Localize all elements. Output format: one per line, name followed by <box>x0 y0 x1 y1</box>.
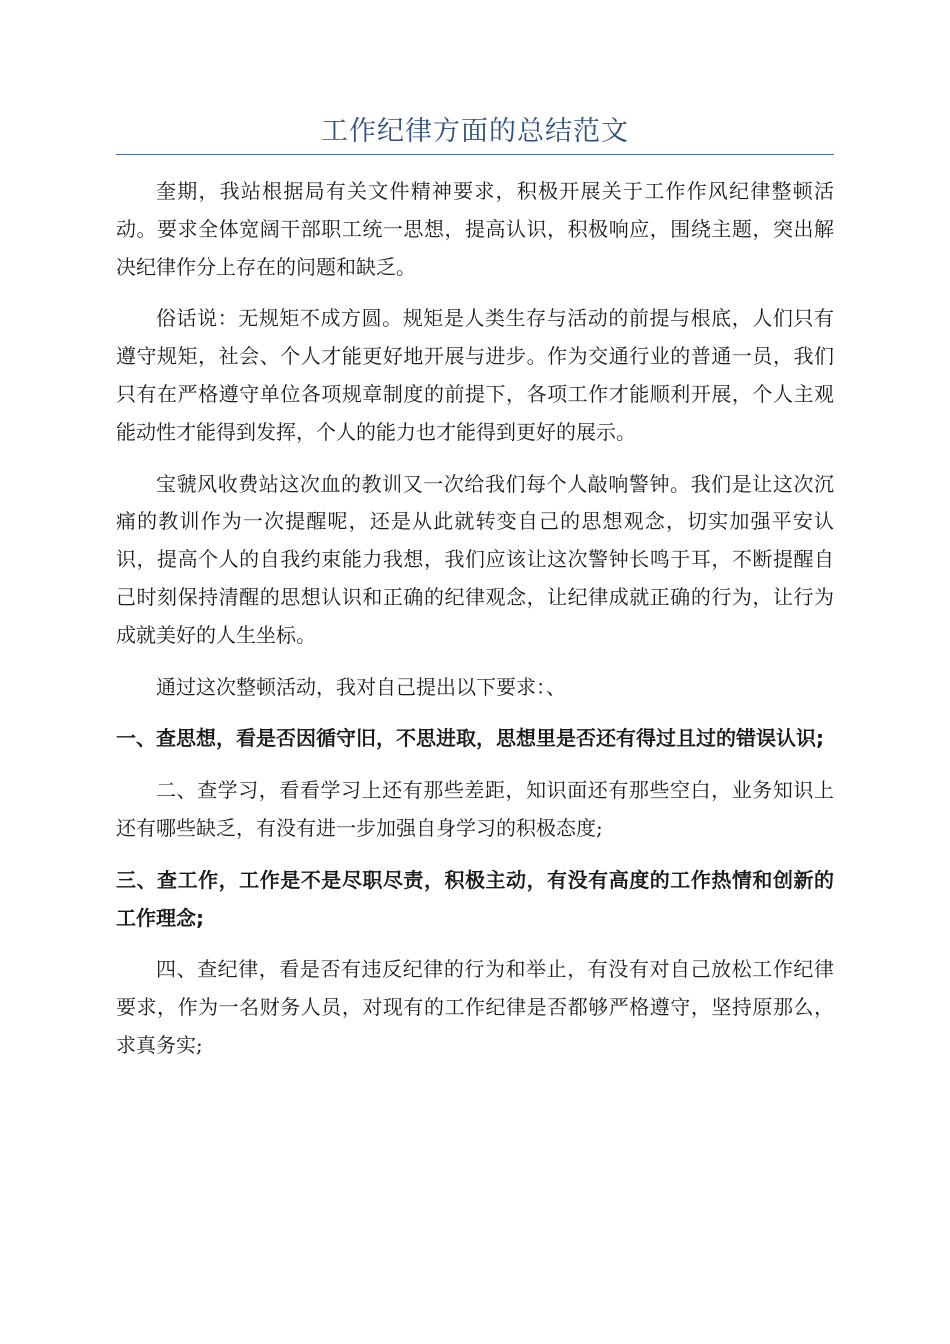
paragraph: 通过这次整顿活动，我对自己提出以下要求：、 <box>156 674 566 699</box>
document-page <box>116 112 834 1079</box>
document-body <box>116 173 834 1065</box>
paragraph-bold: 一、查思想，看是否因循守旧，不思进取，思想里是否还有得过且过的错误认识; <box>116 726 824 751</box>
paragraph: 二、查学习，看看学习上还有那些差距，知识面还有那些空白，业务知识上还有哪些缺乏，有没有进一步加强自身学习的积极态度; <box>116 778 834 840</box>
paragraph-bold: 三、查工作，工作是不是尽职尽责，积极主动，有没有高度的工作热情和创新的工作理念; <box>116 867 834 930</box>
paragraph: 俗话说：无规矩不成方圆。规矩是人类生存与活动的前提与根底，人们只有遵守规矩，社会、个人才能更好地开展与进步。作为交通行业的普通一员，我们只有在严格遵守单位各项规章制度的前提下，各项工作才能顺利开展，个人主观能动性才能得到发挥，个人的能力也才能得到更好的展示。 <box>116 306 834 444</box>
paragraph: 奎期，我站根据局有关文件精神要求，积极开展关于工作作风纪律整顿活动。要求全体宽阔干部职工统一思想，提高认识，积极响应，围绕主题，突出解决纪律作分上存在的问题和缺乏。 <box>116 179 834 279</box>
document-title: 工作纪律方面的总结范文 <box>116 112 834 155</box>
paragraph: 四、查纪律，看是否有违反纪律的行为和举止，有没有对自己放松工作纪律要求，作为一名财务人员，对现有的工作纪律是否都够严格遵守，坚持原那么，求真务实; <box>116 957 834 1057</box>
paragraph: 宝虢风收费站这次血的教训又一次给我们每个人敲响警钟。我们是让这次沉痛的教训作为一次提醒呢，还是从此就转变自己的思想观念，切实加强平安认识，提高个人的自我约束能力我想，我们应该让这次警钟长鸣于耳，不断提醒自己时刻保持清醒的思想认识和正确的纪律观念，让纪律成就正确的行为，让行为成就美好的人生坐标。 <box>116 471 834 647</box>
